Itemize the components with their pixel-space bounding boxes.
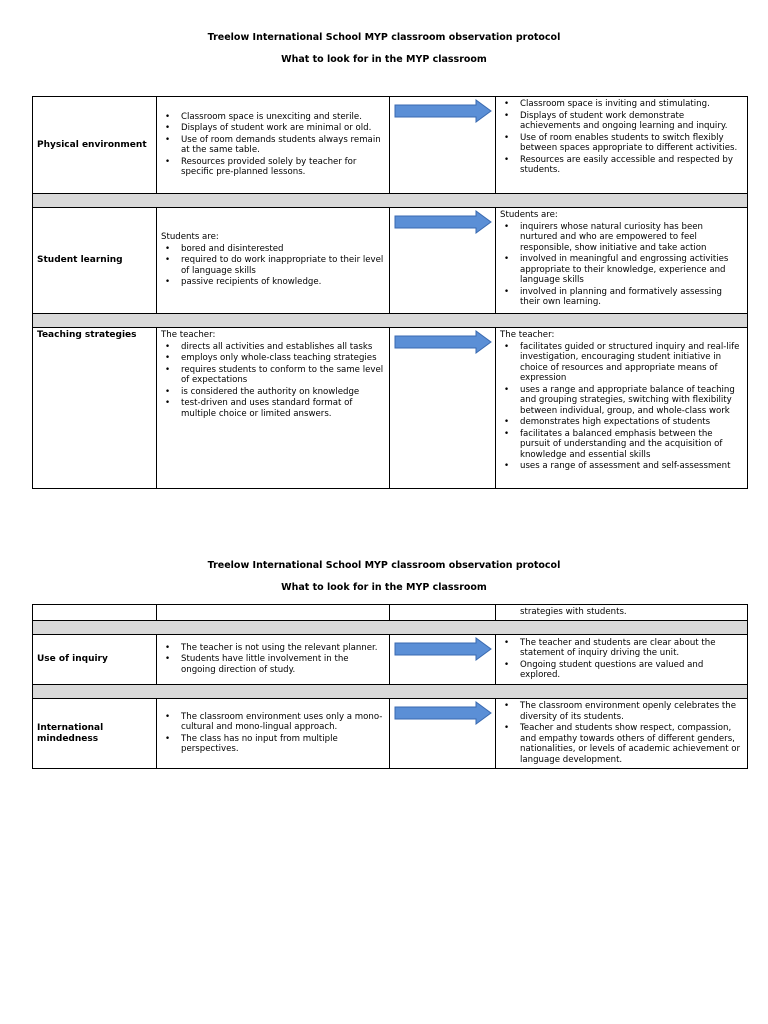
cell-lead: The teacher: [161, 330, 216, 340]
bullet-list [161, 244, 385, 288]
arrow-cell [390, 635, 496, 685]
arrow-cell [390, 328, 496, 489]
list-item: • is considered the authority on knowledge [181, 387, 385, 398]
list-item: • employs only whole-class teaching strategies [181, 353, 385, 364]
list-item: • Teacher and students show respect, compassion, and empathy towards others of different genders, nationalities, or levels of academic achievement or language development. [520, 723, 743, 765]
cell-lead: Students are: [500, 210, 558, 220]
list-item: • Ongoing student questions are valued and explored. [520, 660, 743, 681]
row-continued [33, 605, 748, 621]
list-item: • required to do work inappropriate to their level of language skills [181, 255, 385, 276]
evident-cell [496, 699, 748, 769]
list-item: • bored and disinterested [181, 244, 385, 255]
arrow-cell [390, 208, 496, 314]
list-item: • The classroom environment openly celebrates the diversity of its students. [520, 701, 743, 722]
row-label: Physical environment [33, 97, 157, 194]
evident-cell [496, 208, 748, 314]
list-item: • Resources provided solely by teacher for specific pre-planned lessons. [181, 157, 385, 178]
not-evident-cell [157, 208, 390, 314]
list-item: • requires students to conform to the same level of expectations [181, 365, 385, 386]
list-item: • involved in meaningful and engrossing activities appropriate to their knowledge, experience and language skills [520, 254, 743, 286]
separator-row [33, 685, 748, 699]
row-use-of-inquiry [33, 635, 748, 685]
list-item: • passive recipients of knowledge. [181, 277, 385, 288]
observation-table-page2 [32, 604, 748, 769]
list-item: • Displays of student work are minimal or old. [181, 123, 385, 134]
separator-row [33, 314, 748, 328]
list-item: • Classroom space is inviting and stimulating. [520, 99, 743, 110]
list-item: • facilitates a balanced emphasis between the pursuit of understanding and the acquisition of knowledge and essential skills [520, 429, 743, 461]
evident-cell [496, 635, 748, 685]
row-label: Student learning [33, 208, 157, 314]
cell-lead: The teacher: [500, 330, 555, 340]
separator-row [33, 194, 748, 208]
row-label: Use of inquiry [33, 635, 157, 685]
list-item: • Classroom space is unexciting and sterile. [181, 112, 385, 123]
list-item: • inquirers whose natural curiosity has been nurtured and who are empowered to feel responsible, show initiative and take action [520, 222, 743, 254]
not-evident-cell [157, 97, 390, 194]
evident-cell [496, 97, 748, 194]
list-item: • test-driven and uses standard format of multiple choice or limited answers. [181, 398, 385, 419]
bullet-list [161, 342, 385, 420]
list-item: • uses a range and appropriate balance of teaching and grouping strategies, switching with flexibility between individual, group, and whole-class work [520, 385, 743, 417]
empty-cell [33, 605, 157, 621]
not-evident-cell [157, 699, 390, 769]
bullet-list [161, 712, 385, 755]
arrow-cell [390, 97, 496, 194]
empty-cell [390, 605, 496, 621]
row-physical-environment [33, 97, 748, 194]
bullet-list [161, 643, 385, 676]
right-arrow-icon [394, 330, 492, 354]
bullet-list [161, 112, 385, 178]
row-international-mindedness [33, 699, 748, 769]
right-arrow-icon [394, 99, 492, 123]
bullet-list [500, 342, 743, 472]
list-item: • Displays of student work demonstrate achievements and ongoing learning and inquiry. [520, 111, 743, 132]
cell-lead: Students are: [161, 232, 219, 243]
page-title: Treelow International School MYP classroom observation protocol [207, 32, 561, 43]
list-item: • Use of room demands students always remain at the same table. [181, 135, 385, 156]
list-item: • demonstrates high expectations of students [520, 417, 743, 428]
bullet-list [500, 99, 743, 176]
separator-row [33, 621, 748, 635]
not-evident-cell [157, 635, 390, 685]
list-item: • The classroom environment uses only a mono-cultural and mono-lingual approach. [181, 712, 385, 733]
bullet-list [500, 638, 743, 681]
list-item: • uses a range of assessment and self-assessment [520, 461, 743, 472]
row-label: International mindedness [33, 699, 157, 769]
empty-cell [157, 605, 390, 621]
page-subtitle: What to look for in the MYP classroom [281, 54, 487, 65]
right-arrow-icon [394, 210, 492, 234]
bullet-list [500, 222, 743, 308]
row-student-learning [33, 208, 748, 314]
list-item: • facilitates guided or structured inquiry and real-life investigation, encouraging student initiative in choice of resources and appropriate means of expression [520, 342, 743, 384]
list-item: • involved in planning and formatively assessing their own learning. [520, 287, 743, 308]
arrow-cell [390, 699, 496, 769]
row-teaching-strategies [33, 328, 748, 489]
list-item: • The teacher and students are clear about the statement of inquiry driving the unit. [520, 638, 743, 659]
evident-cell [496, 328, 748, 489]
right-arrow-icon [394, 637, 492, 661]
row-label: Teaching strategies [33, 328, 157, 489]
list-item: • The teacher is not using the relevant planner. [181, 643, 385, 654]
list-item: • Use of room enables students to switch flexibly between spaces appropriate to different activities. [520, 133, 743, 154]
not-evident-cell [157, 328, 390, 489]
list-item: • directs all activities and establishes all tasks [181, 342, 385, 353]
page-title: Treelow International School MYP classroom observation protocol [207, 560, 561, 571]
right-arrow-icon [394, 701, 492, 725]
bullet-list [500, 701, 743, 765]
evident-cell: strategies with students. [496, 605, 748, 621]
list-item: • The class has no input from multiple perspectives. [181, 734, 385, 755]
observation-table-page1 [32, 96, 748, 489]
list-item: • Resources are easily accessible and respected by students. [520, 155, 743, 176]
list-item: • Students have little involvement in the ongoing direction of study. [181, 654, 385, 675]
page-subtitle: What to look for in the MYP classroom [281, 582, 487, 593]
